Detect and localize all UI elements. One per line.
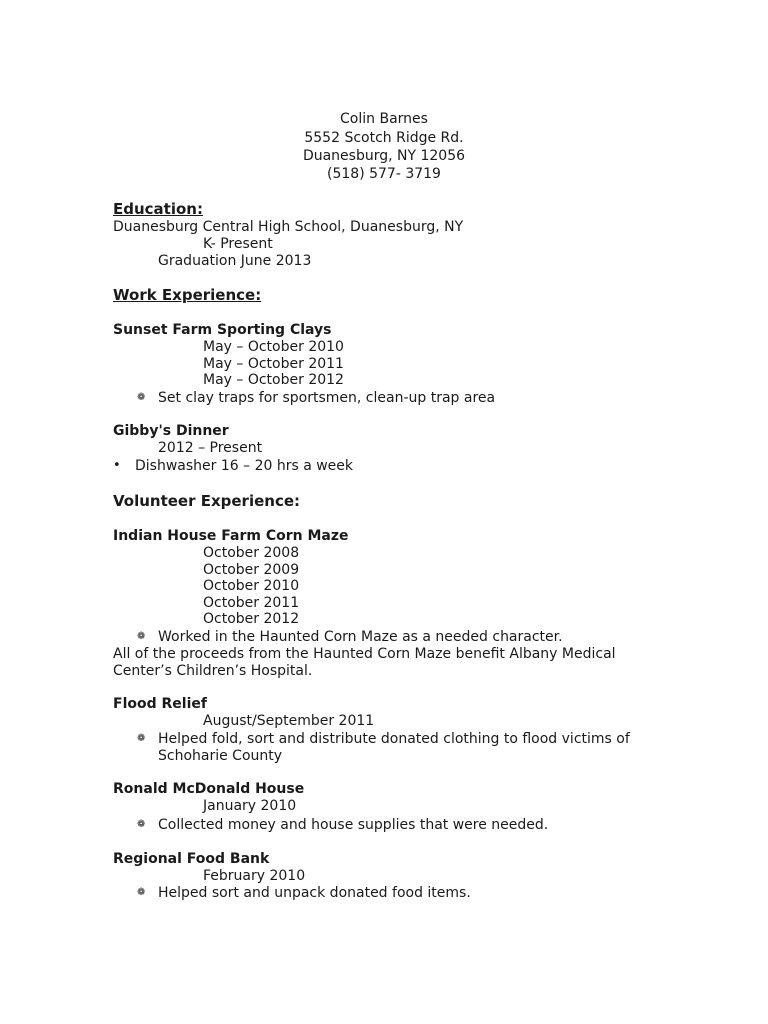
applicant-name: Colin Barnes	[340, 111, 428, 127]
bullet-icon: ❁	[137, 819, 146, 830]
volunteer-note: Center’s Children’s Hospital.	[113, 663, 313, 679]
job-duty: Dishwasher 16 – 20 hrs a week	[135, 458, 354, 474]
volunteer-heading: Volunteer Experience:	[113, 492, 301, 510]
education-graduation: Graduation June 2013	[158, 253, 312, 269]
volunteer-date: October 2010	[203, 578, 300, 594]
bullet-dot-icon: •	[113, 458, 121, 473]
job-date: May – October 2010	[203, 339, 344, 355]
volunteer-date: January 2010	[203, 798, 297, 814]
volunteer-date: February 2010	[203, 868, 306, 884]
volunteer-date: October 2011	[203, 595, 300, 611]
work-heading: Work Experience:	[113, 286, 262, 304]
volunteer-title: Flood Relief	[113, 696, 207, 712]
volunteer-date: October 2012	[203, 611, 300, 627]
education-school: Duanesburg Central High School, Duanesburg, NY	[113, 219, 464, 235]
job-date: May – October 2012	[203, 372, 344, 388]
street-address: 5552 Scotch Ridge Rd.	[304, 130, 464, 146]
volunteer-note: All of the proceeds from the Haunted Corn Maze benefit Albany Medical	[113, 646, 616, 662]
volunteer-date: October 2008	[203, 545, 300, 561]
education-grades: K- Present	[203, 236, 273, 252]
job-date: May – October 2011	[203, 356, 344, 372]
volunteer-date: October 2009	[203, 562, 300, 578]
education-heading: Education:	[113, 200, 203, 218]
volunteer-title: Ronald McDonald House	[113, 781, 305, 797]
job-duty: Set clay traps for sportsmen, clean-up trap area	[158, 390, 496, 406]
volunteer-date: August/September 2011	[203, 713, 375, 729]
phone-number: (518) 577- 3719	[327, 166, 441, 182]
job-date: 2012 – Present	[158, 440, 263, 456]
volunteer-duty: Helped sort and unpack donated food items.	[158, 885, 471, 901]
volunteer-duty: Helped fold, sort and distribute donated clothing to flood victims of	[158, 731, 630, 747]
job-title: Sunset Farm Sporting Clays	[113, 322, 332, 338]
bullet-icon: ❁	[137, 631, 146, 642]
volunteer-title: Regional Food Bank	[113, 851, 270, 867]
volunteer-duty: Worked in the Haunted Corn Maze as a needed character.	[158, 629, 563, 645]
city-state-zip: Duanesburg, NY 12056	[302, 148, 466, 164]
volunteer-duty: Collected money and house supplies that were needed.	[158, 817, 549, 833]
job-title: Gibby's Dinner	[113, 423, 229, 439]
bullet-icon: ❁	[137, 887, 146, 898]
bullet-icon: ❁	[137, 733, 146, 744]
volunteer-duty: Schoharie County	[158, 748, 283, 764]
bullet-icon: ❁	[137, 392, 146, 403]
volunteer-title: Indian House Farm Corn Maze	[113, 528, 349, 544]
